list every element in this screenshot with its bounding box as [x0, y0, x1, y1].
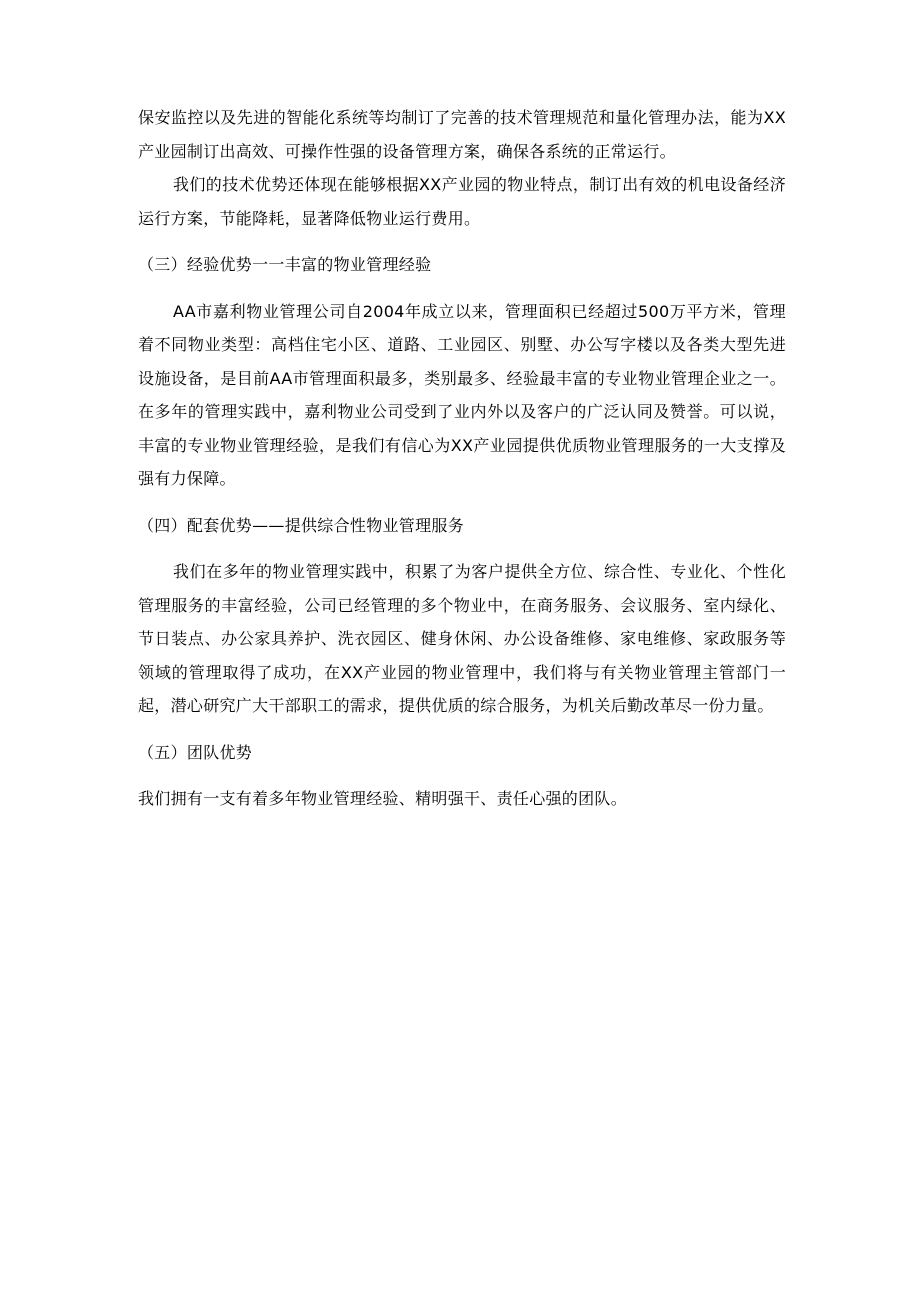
paragraph-supporting: 我们在多年的物业管理实践中，积累了为客户提供全方位、综合性、专业化、个性化管理服务的丰富经验，公司已经管理的多个物业中，在商务服务、会议服务、室内绿化、节日装点、办公家具养护、洗衣园区、健身休闲、办公设备维修、家电维修、家政服务等领域的管理取得了成功，在XX产业园的物业管理中，我们将与有关物业管理主管部门一起，潜心研究广大干部职工的需求，提供优质的综合服务，为机关后勤改革尽一份力量。: [138, 562, 786, 715]
section-heading-team: （五）团队优势: [138, 742, 253, 762]
paragraph-experience: AA市嘉利物业管理公司自2004年成立以来，管理面积已经超过500万平方米，管理着不同物业类型：高档住宅小区、道路、工业园区、别墅、办公写字楼以及各类大型先进设施设备，是目前AA市管理面积最多，类别最多、经验最丰富的专业物业管理企业之一。在多年的管理实践中，嘉利物业公司受到了业内外以及客户的广泛认同及赞誉。可以说，丰富的专业物业管理经验，是我们有信心为XX产业园提供优质物业管理服务的一大支撑及强有力保障。: [138, 301, 786, 488]
paragraph-team: 我们拥有一支有着多年物业管理经验、精明强干、责任心强的团队。: [138, 789, 628, 808]
section-heading-experience: （三）经验优势一一丰富的物业管理经验: [138, 255, 432, 274]
paragraph-tech-continued: 保安监控以及先进的智能化系统等均制订了完善的技术管理规范和量化管理办法，能为XX产业园制订出高效、可操作性强的设备管理方案，确保各系统的正常运行。: [138, 108, 786, 161]
paragraph-tech-advantage: 我们的技术优势还体现在能够根据XX产业园的物业特点，制订出有效的机电设备经济运行方案，节能降耗，显著降低物业运行费用。: [138, 175, 786, 228]
section-heading-supporting: （四）配套优势——提供综合性物业管理服务: [138, 515, 465, 535]
document-page: [138, 101, 786, 816]
